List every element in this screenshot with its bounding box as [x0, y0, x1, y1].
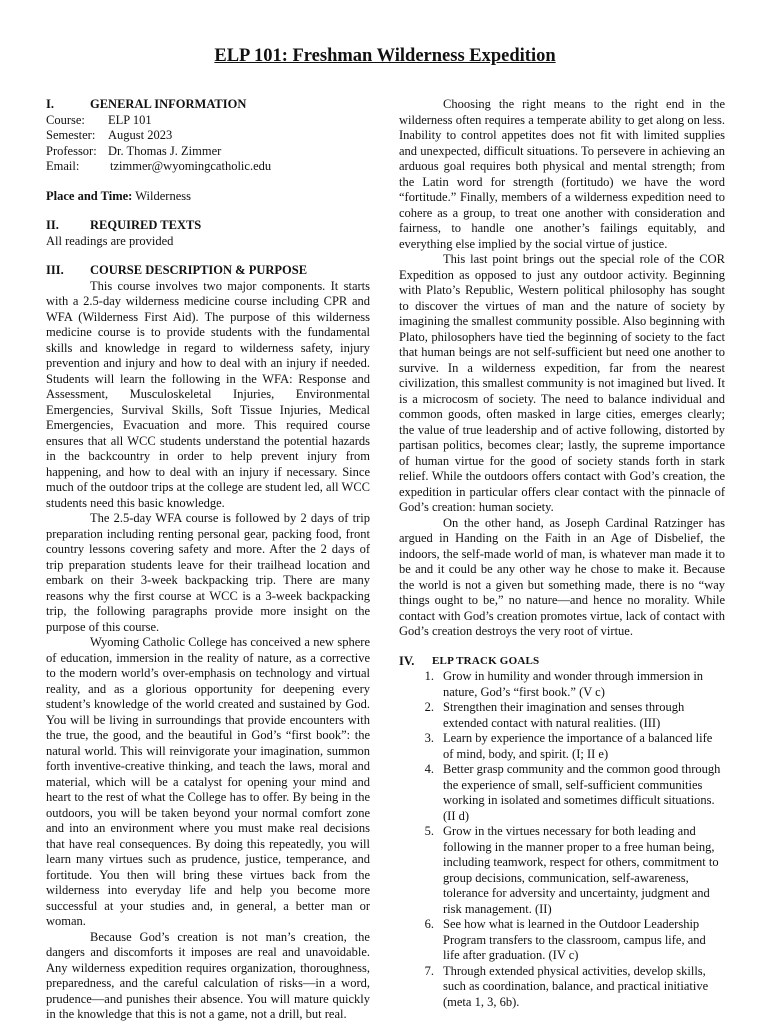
info-row-email — [46, 159, 370, 175]
section-title: ELP TRACK GOALS — [432, 654, 540, 667]
list-number: 4. — [424, 762, 434, 776]
list-text: Learn by experience the importance of a balanced life of mind, body, and spirit. (I; II e) — [443, 731, 713, 761]
email-link[interactable]: tzimmer@wyomingcatholic.edu — [110, 159, 272, 173]
section-number: II. — [46, 218, 59, 232]
list-number: 3. — [424, 731, 434, 745]
list-text: Through extended physical activities, develop skills, such as coordination, balance, and practical initiative (meta 1, 3, 6b). — [443, 963, 709, 1009]
list-text: Grow in the virtues necessary for both leading and following in the manner proper to a free human being, including teamwork, respect for others, commitment to group decisions, communication, self-awareness, tolerance for adversity and uncertainty, judgment and risk management. (II) — [443, 824, 719, 916]
list-text: Strengthen their imagination and senses through extended contact with natural realities. (III) — [443, 700, 685, 730]
description-paragraph: On the other hand, as Joseph Cardinal Ratzinger has argued in Handing on the Faith in an Age of Disbelief, the indoors, the self-made world of man, is whatever man made it to be and it could be any other way he chose to make it. Because the world is not a given but something made, there is no “way things ought to be,” no nature—and hence no morality. While contact with God’s creation promotes virtue, lack of contact with God’s creation destroys the very root of virtue. — [399, 515, 725, 638]
info-row-semester — [46, 128, 370, 144]
list-number: 5. — [424, 824, 434, 838]
list-text: See how what is learned in the Outdoor Leadership Program transfers to the classroom, campus life, and life after graduation. (IV c) — [443, 917, 706, 962]
section-number: III. — [46, 263, 64, 277]
section-title: COURSE DESCRIPTION & PURPOSE — [90, 263, 308, 277]
list-item — [399, 964, 725, 1011]
left-column — [46, 97, 370, 1023]
list-number: 2. — [424, 700, 434, 714]
list-item — [399, 669, 725, 700]
list-number: 7. — [424, 963, 434, 978]
info-key: Course: — [46, 112, 85, 127]
description-paragraph: Because God’s creation is not man’s creation, the dangers and discomforts it imposes are real and unavoidable. Any wilderness expedition requires organization, thoroughness, preparedness, and the careful calculation of risks—in a word, prudence—and punishes their absence. You will mature quickly in the knowledge that this is not a game, not a drill, but real. — [46, 929, 370, 1021]
list-item — [399, 917, 725, 964]
place-value: Wilderness — [135, 188, 191, 203]
info-value: ELP 101 — [108, 112, 152, 127]
place-and-time — [46, 189, 370, 205]
section-general-heading — [46, 97, 370, 113]
list-text: Grow in humility and wonder through immersion in nature, God’s “first book.” (V c) — [443, 669, 704, 699]
info-value: Dr. Thomas J. Zimmer — [108, 143, 222, 158]
description-paragraph: This course involves two major components. It starts with a 2.5-day wilderness medicine course including CPR and WFA (Wilderness First Aid). The purpose of this wilderness medicine course is to provide students with the fundamental skills and knowledge in regard to wilderness safety, injury prevention and injury and how to deal with an injury if needed. Students will learn the following in the WFA: Response and Assessment, Musculoskeletal Injuries, Environmental Emergencies, Survival Skills, Soft Tissue Injuries, Medical Emergencies, Evacuation and more. This required course ensures that all WCC students understand the potential hazards in the backcountry in order to help prevent injury from happening, and how to deal with an injury if necessary. Since much of the outdoor trips at the college are student led, all WCC students need this basic knowledge. — [46, 278, 370, 510]
document-title: ELP 101: Freshman Wilderness Expedition — [214, 46, 556, 66]
section-description-heading — [46, 263, 370, 279]
texts-body: All readings are provided — [46, 233, 174, 248]
section-number: I. — [46, 97, 54, 111]
info-key: Professor: — [46, 143, 97, 158]
goals-list — [399, 669, 725, 1010]
right-column — [399, 97, 725, 1010]
list-item — [399, 762, 725, 824]
place-label: Place and Time: — [46, 188, 133, 203]
info-row-course — [46, 113, 370, 129]
list-item — [399, 731, 725, 762]
description-paragraph: This last point brings out the special role of the COR Expedition as opposed to just any outdoor activity. Beginning with Plato’s Republic, Western political philosophy has sought to discover the virtues of man and the nature of society by imagining the smallest community possible. Also beginning with Plato, philosophers have tied the beginning of society to the fact that human beings are not self-sufficient but need one another to survive. In a wilderness expedition, far from the nearest civilization, this smallest community is not imagined but lived. It is a microcosm of society. The need to balance individual and common goods, often masked in large cities, emerges clearly; the value of true leadership and of active following, distorted by partisan politics, becomes clear; lastly, the supreme importance of human virtue for the good of society stands forth in stark relief. While the outdoors offers contact with God’s creation, the expedition in particular offers clear contact with the pinnacle of God’s creation: human society. — [399, 252, 726, 514]
list-number: 6. — [424, 917, 434, 931]
info-row-professor — [46, 144, 370, 160]
info-value: August 2023 — [108, 128, 173, 142]
list-number: 1. — [424, 669, 434, 683]
section-texts-heading — [46, 218, 370, 234]
description-paragraph: Wyoming Catholic College has conceived a new sphere of education, immersion in the reality of nature, as a corrective to the modern world’s over-emphasis on technology and virtual reality, and as a glorious opportunity for deepening every student’s knowledge of the world created and sustained by God. You will be living in surroundings that provide encounters with the true, the good, and the beautiful in God’s “first book”: the natural world. This will reinvigorate your imagination, summon forth inventive-creative thinking, and teach the laws, moral and material, which will be a catalyst for opening your mind and heart to the rest of what the College has to offer. By being in the outdoors, you will be taken beyond your normal comfort zone and into an environment where you must make real decisions that have real consequences. By doing this repeatedly, you will learn many virtues such as prudence, justice, temperance, and fortitude. You then will bring these virtues back from the wilderness into everyday life and help you become more successful at your studies and, in general, a better man or woman. — [46, 635, 370, 928]
description-paragraph: Choosing the right means to the right end in the wilderness often requires a temperate ability to get along on less. Inability to control appetites does not fit with limited supplies and unexpected, difficult situations. To persevere in achieving an arduous goal requires both physical and mental strength; from the Latin word for strength (fortitudo) we have the word “fortitude.” Finally, members of a wilderness expedition need to cohere as a group, to treat one another with consideration and fairness, to handle one another’s failings equitably, and everything else implied by the social virtue of justice. — [399, 97, 725, 251]
list-item — [399, 824, 725, 917]
description-paragraph: The 2.5-day WFA course is followed by 2 days of trip preparation including renting personal gear, packing food, front country lessons covering safety and more. After the 2 days of trip preparation students leave for their trailhead location and embark on their 3-week backpacking trip. There are many reasons why the first course at WCC is a 3-week backpacking trip, the following paragraphs provide more insight on the purpose of this course. — [46, 511, 370, 634]
list-item — [399, 700, 725, 731]
section-goals-heading — [399, 654, 725, 670]
list-text: Better grasp community and the common good through the experience of small, self-sufficient communities working in isolated and sometimes difficult situations. (II d) — [443, 762, 721, 823]
section-title: REQUIRED TEXTS — [90, 218, 202, 232]
section-number: IV. — [399, 653, 415, 668]
info-key: Semester: — [46, 128, 96, 142]
info-key: Email: — [46, 159, 80, 173]
section-title: GENERAL INFORMATION — [90, 97, 247, 111]
